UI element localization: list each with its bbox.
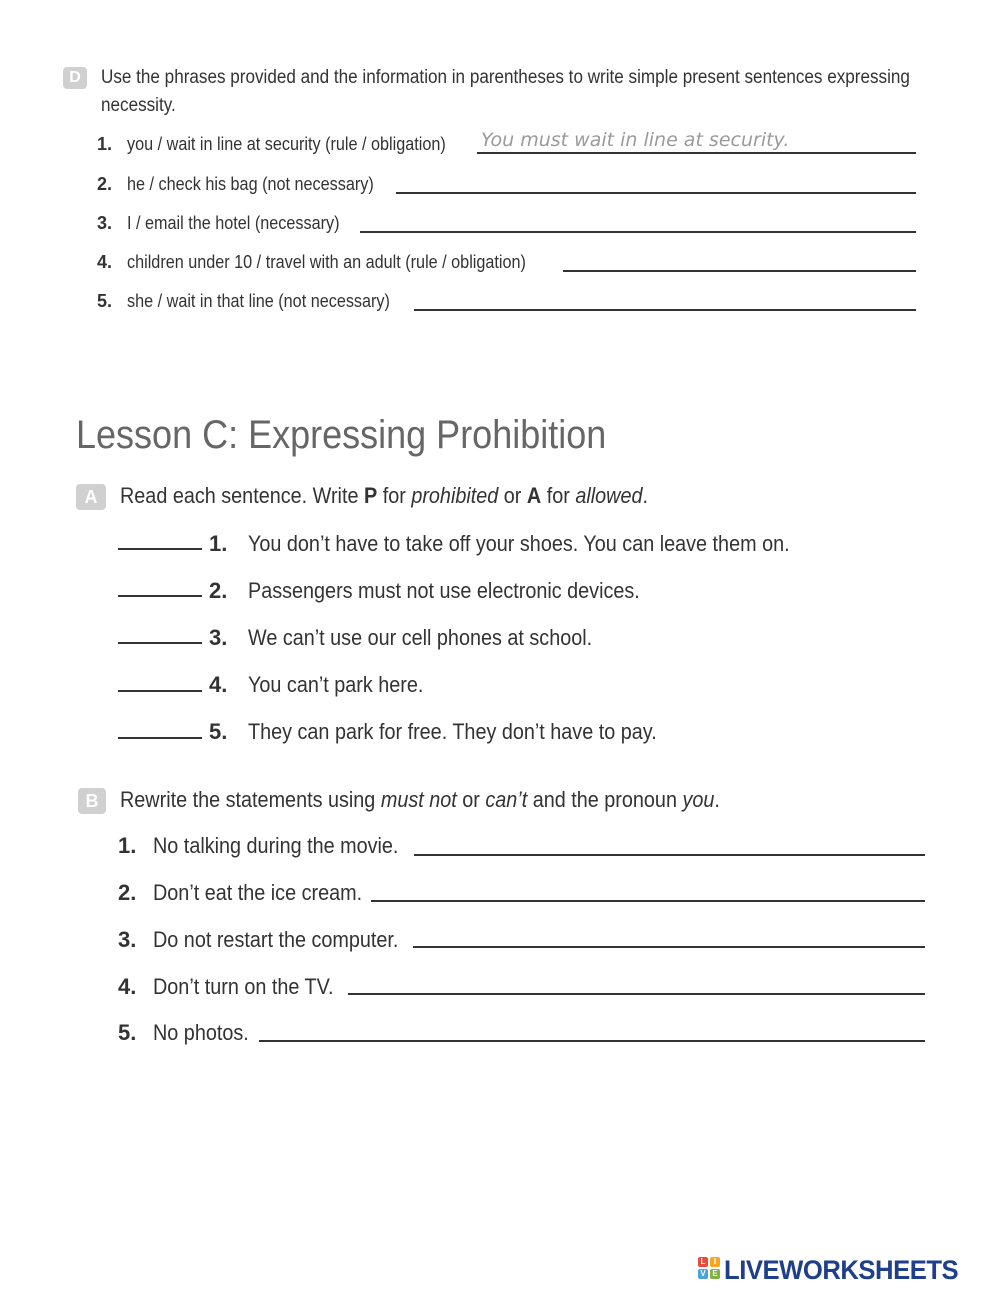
logo-square-e: E	[710, 1269, 720, 1279]
section-b-instruction-cant: can’t	[485, 787, 528, 812]
section-b-instruction-text-3: and the pronoun	[527, 787, 683, 812]
logo-square-i: I	[710, 1257, 720, 1267]
a-item-4-number: 4.	[209, 672, 228, 697]
section-a-instruction-a: A	[526, 483, 542, 508]
section-b-instruction-text-4: .	[714, 787, 720, 812]
liveworksheets-logo-text: LIVEWORKSHEETS	[724, 1254, 959, 1285]
liveworksheets-logo[interactable]	[698, 1254, 971, 1286]
a-item-5-text: They can park for free. They don’t have to pay.	[248, 719, 657, 744]
section-b-badge: B	[78, 788, 106, 814]
a-item-3-number: 3.	[209, 625, 228, 650]
b-item-2-number: 2.	[118, 880, 137, 905]
b-item-2-answer[interactable]	[371, 876, 925, 902]
b-item-1-number: 1.	[118, 833, 137, 858]
a-item-5-blank[interactable]	[118, 715, 202, 739]
b-item-5-text: No photos.	[153, 1020, 249, 1045]
section-a-instruction-text-4: for	[541, 483, 576, 508]
d-item-3-answer[interactable]	[360, 207, 916, 233]
section-a-badge: A	[76, 484, 106, 510]
d-item-5-prompt: she / wait in that line (not necessary)	[127, 291, 390, 311]
d-item-1-number: 1.	[97, 134, 113, 154]
section-a-instruction-allowed: allowed	[575, 483, 643, 508]
section-a-instruction-text-5: .	[642, 483, 648, 508]
b-item-3-answer[interactable]	[413, 922, 925, 948]
section-a-instruction-prohibited: prohibited	[411, 483, 499, 508]
a-item-2-text: Passengers must not use electronic devices.	[248, 578, 640, 603]
b-item-3-number: 3.	[118, 927, 137, 952]
a-item-5-number: 5.	[209, 719, 228, 744]
section-d-instruction-cont: necessity.	[101, 95, 176, 116]
a-item-2-blank[interactable]	[118, 573, 202, 597]
a-item-4-blank[interactable]	[118, 668, 202, 692]
section-b-instruction-text-2: or	[456, 787, 486, 812]
d-item-2-answer[interactable]	[396, 168, 916, 194]
b-item-1-answer[interactable]	[414, 830, 925, 856]
section-a-instruction-text-1: Read each sentence. Write	[120, 483, 364, 508]
d-item-2-number: 2.	[97, 174, 113, 194]
d-item-2-prompt: he / check his bag (not necessary)	[127, 174, 374, 194]
d-item-5-number: 5.	[97, 291, 113, 311]
d-item-5-answer[interactable]	[414, 285, 916, 311]
b-item-4-text: Don’t turn on the TV.	[153, 974, 334, 999]
d-item-4-number: 4.	[97, 252, 113, 272]
b-item-1-text: No talking during the movie.	[153, 833, 399, 858]
section-d-instruction: Use the phrases provided and the information in parentheses to write simple present sentences expressing	[101, 67, 910, 88]
a-item-3-blank[interactable]	[118, 620, 202, 644]
section-b-instruction-must-not: must not	[380, 787, 457, 812]
d-item-4-answer[interactable]	[563, 246, 916, 272]
d-item-3-number: 3.	[97, 213, 113, 233]
section-a-instruction-p: P	[363, 483, 378, 508]
logo-square-l: L	[698, 1257, 708, 1267]
a-item-1-text: You don’t have to take off your shoes. You can leave them on.	[248, 531, 790, 556]
section-b-instruction	[120, 786, 720, 814]
a-item-1-blank[interactable]	[118, 526, 202, 550]
lesson-title: Lesson C: Expressing Prohibition	[76, 413, 607, 457]
liveworksheets-logo-icon	[698, 1257, 722, 1283]
d-item-1-answer[interactable]	[477, 128, 916, 154]
section-a-instruction	[120, 482, 648, 510]
d-item-4-prompt: children under 10 / travel with an adult (rule / obligation)	[127, 252, 526, 272]
section-b-instruction-you: you	[682, 787, 715, 812]
b-item-5-number: 5.	[118, 1020, 137, 1045]
a-item-2-number: 2.	[209, 578, 228, 603]
section-d-badge: D	[63, 67, 87, 89]
section-a-instruction-text-2: for	[377, 483, 412, 508]
b-item-5-answer[interactable]	[259, 1016, 925, 1042]
b-item-3-text: Do not restart the computer.	[153, 927, 399, 952]
a-item-3-text: We can’t use our cell phones at school.	[248, 625, 593, 650]
logo-square-v: V	[698, 1269, 708, 1279]
a-item-1-number: 1.	[209, 531, 228, 556]
d-item-1-prompt: you / wait in line at security (rule / obligation)	[127, 134, 446, 154]
a-item-4-text: You can’t park here.	[248, 672, 424, 697]
section-a-instruction-text-3: or	[498, 483, 527, 508]
b-item-4-number: 4.	[118, 974, 137, 999]
b-item-2-text: Don’t eat the ice cream.	[153, 880, 363, 905]
section-b-instruction-text-1: Rewrite the statements using	[120, 787, 381, 812]
b-item-4-answer[interactable]	[348, 969, 925, 995]
d-item-3-prompt: I / email the hotel (necessary)	[127, 213, 340, 233]
